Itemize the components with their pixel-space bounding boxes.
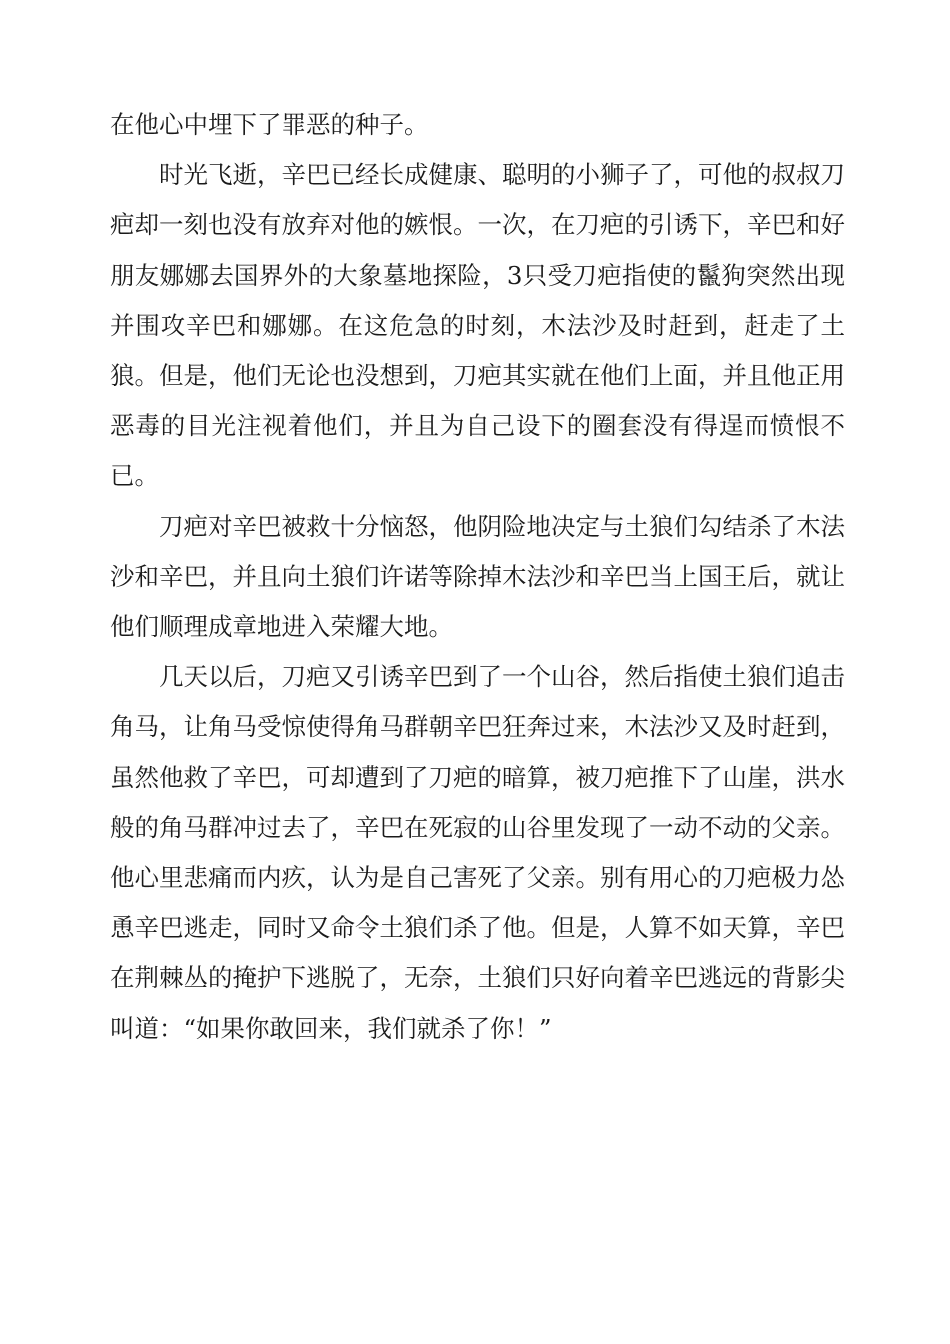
document-body bbox=[110, 100, 845, 1054]
paragraph-simba-grows-up: 时光飞逝，辛巴已经长成健康、聪明的小狮子了，可他的叔叔刀疤却一刻也没有放弃对他的嫉恨。一次，在刀疤的引诱下，辛巴和好朋友娜娜去国界外的大象墓地探险，3只受刀疤指使的鬣狗突然出现并围攻辛巴和娜娜。在这危急的时刻，木法沙及时赶到，赶走了土狼。但是，他们无论也没想到，刀疤其实就在他们上面，并且他正用恶毒的目光注视着他们，并且为自己设下的圈套没有得逞而愤恨不已。 bbox=[110, 160, 845, 491]
paragraph-continuation: 在他心中埋下了罪恶的种子。 bbox=[110, 110, 429, 139]
paragraph-stampede: 几天以后，刀疤又引诱辛巴到了一个山谷，然后指使土狼们追击角马，让角马受惊使得角马群朝辛巴狂奔过来，木法沙又及时赶到，虽然他救了辛巴，可却遭到了刀疤的暗算，被刀疤推下了山崖，洪水般的角马群冲过去了，辛巴在死寂的山谷里发现了一动不动的父亲。他心里悲痛而内疚，认为是自己害死了父亲。别有用心的刀疤极力怂恿辛巴逃走，同时又命令土狼们杀了他。但是，人算不如天算，辛巴在荆棘丛的掩护下逃脱了，无奈，土狼们只好向着辛巴逃远的背影尖叫道：“如果你敢回来，我们就杀了你！” bbox=[110, 662, 845, 1043]
paragraph-scar-plot: 刀疤对辛巴被救十分恼怒，他阴险地决定与土狼们勾结杀了木法沙和辛巴，并且向土狼们许诺等除掉木法沙和辛巴当上国王后，就让他们顺理成章地进入荣耀大地。 bbox=[110, 511, 845, 642]
